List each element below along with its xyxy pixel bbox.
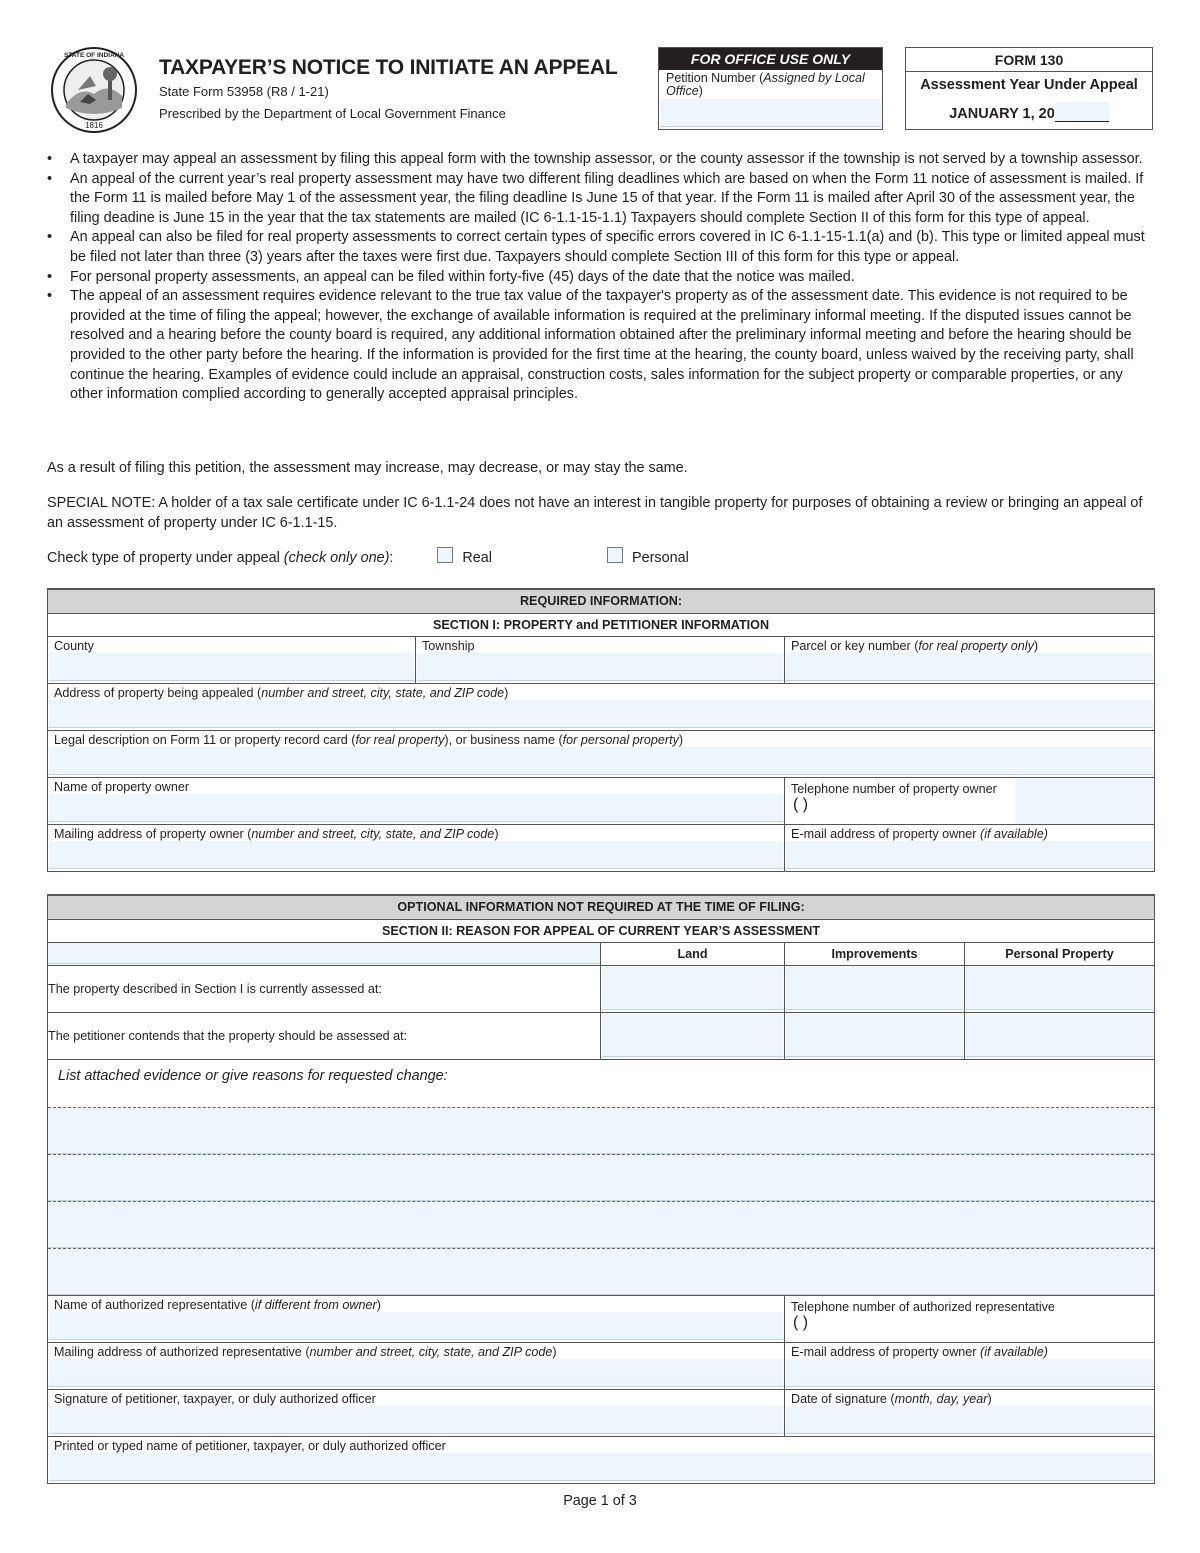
rep-phone-field[interactable]: ( ): [785, 1312, 1015, 1336]
section-2-table: [47, 894, 1155, 1484]
office-use-box: [658, 47, 883, 130]
property-type-row: [47, 550, 689, 566]
real-checkbox[interactable]: [437, 547, 453, 563]
address-field[interactable]: [49, 700, 1153, 728]
current-assessment-label: The property described in Section I is currently assessed at:: [48, 966, 601, 1013]
current-improvements-cell: [785, 966, 965, 1013]
township-label: Township: [422, 639, 475, 653]
printed-name-field[interactable]: [49, 1453, 1153, 1481]
signature-label: Signature of petitioner, taxpayer, or duly authorized officer: [54, 1392, 376, 1406]
column-personal-property: Personal Property: [965, 943, 1155, 966]
svg-text:STATE OF INDIANA: STATE OF INDIANA: [63, 52, 125, 59]
prescribed-by: Prescribed by the Department of Local Government Finance: [159, 106, 506, 121]
address-cell: [48, 684, 1155, 731]
rep-phone-label: Telephone number of authorized representative: [791, 1300, 1055, 1314]
current-personal-cell: [965, 966, 1155, 1013]
owner-phone-field[interactable]: ( ): [785, 794, 1015, 818]
assessment-date: JANUARY 1, 20: [906, 102, 1152, 122]
township-cell: [416, 637, 785, 684]
column-improvements: Improvements: [785, 943, 965, 966]
owner-mailing-field[interactable]: [49, 841, 783, 869]
instruction-item: • An appeal of the current year’s real property assessment may have two different filing deadlines which are based on when the Form 11 notice of assessment is mailed. If the Form 11 is mailed before May 1 of the assessment year, the filing deadline Is June 15 of that year. If the Form 11 is mailed after April 30 of the assessment year, the filing deadine is June 15 in the year that the tax statements are mailed (IC 6-1.1-15-1.1) Taxpayers should complete Section II of this form for this type of appeal.: [47, 170, 1155, 229]
printed-name-label: Printed or typed name of petitioner, taxpayer, or duly authorized officer: [54, 1439, 446, 1453]
property-type-real[interactable]: Real: [437, 550, 492, 566]
contended-land-cell: [601, 1013, 785, 1060]
sign-date-label: Date of signature (month, day, year): [791, 1392, 992, 1406]
evidence-line[interactable]: [48, 1107, 1154, 1154]
evidence-label: List attached evidence or give reasons for requested change:: [58, 1068, 448, 1084]
required-info-band: REQUIRED INFORMATION:: [48, 589, 1155, 614]
rep-name-label: Name of authorized representative (if different from owner): [54, 1298, 381, 1312]
owner-name-cell: [48, 778, 785, 825]
contended-assessment-label: The petitioner contends that the property should be assessed at:: [48, 1013, 601, 1060]
form-130-box: [905, 47, 1153, 130]
assessment-year-label: Assessment Year Under Appeal: [920, 77, 1138, 93]
owner-mailing-label: Mailing address of property owner (number and street, city, state, and ZIP code): [54, 827, 499, 841]
form-number: FORM 130: [906, 48, 1152, 72]
signature-field[interactable]: [49, 1406, 783, 1434]
owner-phone-cell: [785, 778, 1155, 825]
rep-mailing-label: Mailing address of authorized representative (number and street, city, state, and ZIP code): [54, 1345, 557, 1359]
instruction-item: • For personal property assessments, an appeal can be filed within forty-five (45) days of the date that the notice was mailed.: [47, 268, 1155, 288]
owner-phone-label: Telephone number of property owner: [791, 782, 997, 796]
contended-land-field[interactable]: [602, 1014, 783, 1057]
owner-email-field[interactable]: [786, 841, 1153, 869]
owner-name-field[interactable]: [49, 794, 783, 822]
rep-phone-cell: [785, 1296, 1155, 1343]
contended-personal-field[interactable]: [966, 1014, 1153, 1057]
printed-name-cell: [48, 1437, 1155, 1484]
special-note: SPECIAL NOTE: A holder of a tax sale certificate under IC 6-1.1-24 does not have an interest in tangible property for purposes of obtaining a review or bringing an appeal of an assessment of property under IC 6-1.1-15.: [47, 495, 1143, 531]
contended-personal-cell: [965, 1013, 1155, 1060]
signature-cell: [48, 1390, 785, 1437]
instruction-item: • The appeal of an assessment requires evidence relevant to the true tax value of the taxpayer's property as of the assessment date. This evidence is not required to be provided at the time of filing the appeal; however, the exchange of available information is required at the preliminary informal meeting. If the disputed issues cannot be resolved and a hearing before the county board is required, any additional information obtained after the preliminary informal meeting and before the hearing should be provided to the other party before the hearing. If the information is provided for the first time at the hearing, the county board, unless waived by the receiving party, shall continue the hearing. Examples of evidence could include an appraisal, construction costs, sales information for the subject property or comparable properties, or any other information complied according to generally accepted appraisal principles.: [47, 287, 1155, 405]
personal-checkbox[interactable]: [607, 547, 623, 563]
section-1-title: SECTION I: PROPERTY and PETITIONER INFORMATION: [48, 614, 1155, 637]
indiana-state-seal-icon: [50, 46, 138, 134]
column-land: Land: [601, 943, 785, 966]
instruction-item: • An appeal can also be filed for real property assessments to correct certain types of specific errors covered in IC 6-1.1-15-1.1(a) and (b). This type or limited appeal must be filed not later than three (3) years after the taxes were first due. Taxpayers should complete Section III of this form for this type or appeal.: [47, 228, 1155, 267]
rep-mailing-cell: [48, 1343, 785, 1390]
contended-improvements-cell: [785, 1013, 965, 1060]
current-personal-field[interactable]: [966, 967, 1153, 1010]
parcel-label: Parcel or key number (for real property only): [791, 639, 1039, 653]
result-note: As a result of filing this petition, the assessment may increase, may decrease, or may stay the same.: [47, 460, 688, 476]
parcel-field[interactable]: [786, 653, 1153, 681]
rep-mailing-field[interactable]: [49, 1359, 783, 1387]
property-type-personal[interactable]: Personal: [607, 550, 689, 566]
rep-email-cell: [785, 1343, 1155, 1390]
rep-name-cell: [48, 1296, 785, 1343]
instruction-item: • A taxpayer may appeal an assessment by filing this appeal form with the township assessor, or the county assessor if the township is not served by a township assessor.: [47, 150, 1155, 170]
legal-cell: [48, 731, 1155, 778]
column-blank: [48, 943, 601, 966]
state-form-number: State Form 53958 (R8 / 1-21): [159, 84, 329, 99]
assessment-year-field[interactable]: [1055, 102, 1109, 122]
contended-improvements-field[interactable]: [786, 1014, 963, 1057]
evidence-cell: [48, 1060, 1155, 1296]
rep-name-field[interactable]: [49, 1312, 783, 1340]
county-cell: [48, 637, 416, 684]
evidence-line[interactable]: [48, 1154, 1154, 1201]
county-label: County: [54, 639, 94, 653]
svg-text:1816: 1816: [85, 121, 103, 130]
owner-mailing-cell: [48, 825, 785, 872]
address-label: Address of property being appealed (number and street, city, state, and ZIP code): [54, 686, 509, 700]
form-title: TAXPAYER’S NOTICE TO INITIATE AN APPEAL: [159, 56, 618, 79]
current-improvements-field[interactable]: [786, 967, 963, 1010]
page-number: Page 1 of 3: [563, 1493, 637, 1509]
county-field[interactable]: [49, 653, 414, 681]
rep-email-field[interactable]: [786, 1359, 1153, 1387]
instructions-list: [47, 150, 1155, 405]
legal-label: Legal description on Form 11 or property record card (for real property), or business name (for personal property): [54, 733, 684, 747]
sign-date-cell: [785, 1390, 1155, 1437]
rep-email-label: E-mail address of property owner (if available): [791, 1345, 1048, 1359]
township-field[interactable]: [417, 653, 783, 681]
form-header: [159, 56, 618, 121]
evidence-line[interactable]: [48, 1201, 1154, 1248]
current-land-cell: [601, 966, 785, 1013]
property-type-label: Check type of property under appeal (check only one):: [47, 550, 394, 566]
owner-email-label: E-mail address of property owner (if available): [791, 827, 1048, 841]
optional-info-band: OPTIONAL INFORMATION NOT REQUIRED AT THE TIME OF FILING:: [48, 895, 1155, 920]
owner-email-cell: [785, 825, 1155, 872]
petition-number-label: Petition Number (Assigned by Local Office): [666, 71, 865, 98]
section-1-table: [47, 588, 1155, 872]
legal-field[interactable]: [49, 747, 1153, 775]
office-use-header: FOR OFFICE USE ONLY: [659, 48, 882, 70]
section-2-title: SECTION II: REASON FOR APPEAL OF CURRENT YEAR’S ASSESSMENT: [48, 920, 1155, 943]
sign-date-field[interactable]: [786, 1406, 1153, 1434]
evidence-line[interactable]: [48, 1248, 1154, 1295]
petition-number-field[interactable]: [660, 99, 881, 127]
parcel-cell: [785, 637, 1155, 684]
owner-name-label: Name of property owner: [54, 780, 190, 794]
current-land-field[interactable]: [602, 967, 783, 1010]
